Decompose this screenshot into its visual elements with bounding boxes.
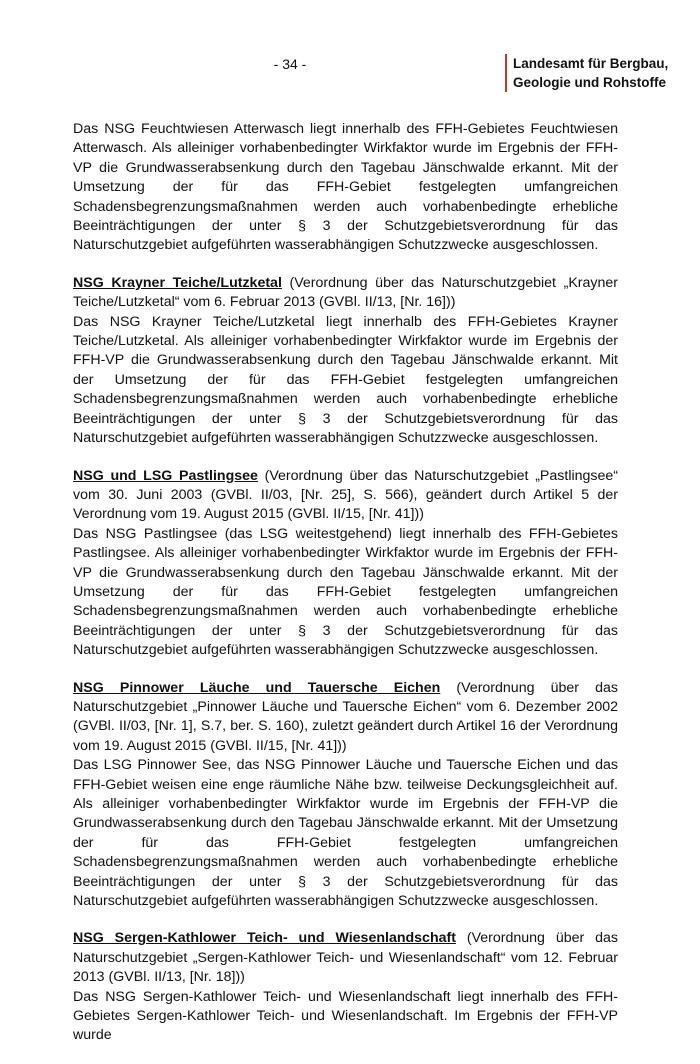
section-sergen-kathlower [73,929,618,1045]
intro-paragraph: Das NSG Feuchtwiesen Atterwasch liegt innerhalb des FFH-Gebietes Feuchtwiesen Atterwasch. Als alleiniger vorhabenbedingter Wirkfaktor wurde im Ergebnis der FFH-VP die Grundwasserabsenkung durch den Tagebau Jänschwalde erkannt. Mit der Umsetzung der für das FFH-Gebiet festgelegten umfangreichen Schadensbegrenzungsmaßnahmen werden auch vorhabenbedingte erhebliche Beeinträchtigungen der unter § 3 der Schutzgebietsverordnung für das Naturschutzgebiet aufgeführten wasserabhängigen Schutzzwecke ausgeschlossen. [73,121,618,254]
section-title: NSG Sergen-Kathlower Teich- und Wiesenlandschaft [73,930,456,947]
section-title: NSG und LSG Pastlingsee [73,467,258,484]
section-title: NSG Pinnower Läuche und Tauersche Eichen [73,679,441,696]
section-body: Das NSG Pastlingsee (das LSG weitestgehend) liegt innerhalb des FFH-Gebietes Pastlingsee. Als alleiniger vorhabenbedingter Wirkfaktor wurde im Ergebnis der FFH-VP die Grundwasserabsenkung durch den Tagebau Jänschwalde erkannt. Mit der Umsetzung der für das FFH-Gebiet festgelegten umfangreichen Schadensbegrenzungsmaßnahmen werden auch vorhabenbedingte erhebliche Beeinträchtigungen der unter § 3 der Schutzgebietsverordnung für das Naturschutzgebiet aufgeführten wasserabhängigen Schutzzwecke ausgeschlossen. [73,525,618,659]
section-pastlingsee [73,467,618,661]
agency-header [505,54,668,92]
section-title: NSG Krayner Teiche/Lutzketal [73,274,282,291]
agency-name-line2: Geologie und Rohstoffe [513,75,666,90]
page-number: - 34 - [273,56,307,72]
document-body [73,120,618,1064]
section-pinnower-laeuche [73,679,618,912]
section-body: Das NSG Sergen-Kathlower Teich- und Wiesenlandschaft liegt innerhalb des FFH-Gebietes Sergen-Kathlower Teich- und Wiesenlandschaft. Im Ergebnis der FFH-VP wurde [73,988,618,1044]
section-reference: (Verordnung über das Naturschutzgebiet „Krayner Teiche/Lutzketal“ vom 6. Februar 2013 (GVBl. II/13, [Nr. 16])) [73,274,618,311]
section-reference: (Verordnung über das Naturschutzgebiet „Pastlingsee“ vom 30. Juni 2003 (GVBl. II/03, [Nr. 25], S. 566), geändert durch Artikel 5 der Verordnung vom 19. August 2015 (GVBl. II/15, [Nr. 41])) [73,467,619,523]
agency-name-line1: Landesamt für Bergbau, [513,56,669,71]
section-body: Das NSG Krayner Teiche/Lutzketal liegt innerhalb des FFH-Gebietes Krayner Teiche/Lutzketal. Als alleiniger vorhabenbedingter Wirkfaktor wurde im Ergebnis der FFH-VP die Grundwasserabsenkung durch den Tagebau Jänschwalde erkannt. Mit der Umsetzung der für das FFH-Gebiet festgelegten umfangreichen Schadensbegrenzungsmaßnahmen werden auch vorhabenbedingte erhebliche Beeinträchtigungen der unter § 3 der Schutzgebietsverordnung für das Naturschutzgebiet aufgeführten wasserabhängigen Schutzzwecke ausgeschlossen. [73,313,618,447]
section-reference: (Verordnung über das Naturschutzgebiet „Pinnower Läuche und Tauersche Eichen“ vom 6. Dezember 2002 (GVBl. II/03, [Nr. 1], S.7, ber. S. 160), zuletzt geändert durch Artikel 16 der Verordnung vom 19. August 2015 (GVBl. II/15, [Nr. 41])) [73,679,618,754]
section-krayner-teiche [73,274,618,449]
section-reference: (Verordnung über das Naturschutzgebiet „Sergen-Kathlower Teich- und Wiesenlandschaft“ vom 12. Februar 2013 (GVBl. II/13, [Nr. 18])) [73,930,618,986]
section-body: Das LSG Pinnower See, das NSG Pinnower Läuche und Tauersche Eichen und das FFH-Gebiet weisen eine enge räumliche Nähe bzw. teilweise Deckungsgleichheit auf. Als alleiniger vorhabenbedingter Wirkfaktor wurde im Ergebnis der FFH-VP die Grundwasserabsenkung durch den Tagebau Jänschwalde erkannt. Mit der Umsetzung der für das FFH-Gebiet festgelegten umfangreichen Schadensbegrenzungsmaßnahmen werden auch vorhabenbedingte erhebliche Beeinträchtigungen der unter § 3 der Schutzgebietsverordnung für das Naturschutzgebiet aufgeführten wasserabhängigen Schutzzwecke ausgeschlossen. [73,757,618,910]
